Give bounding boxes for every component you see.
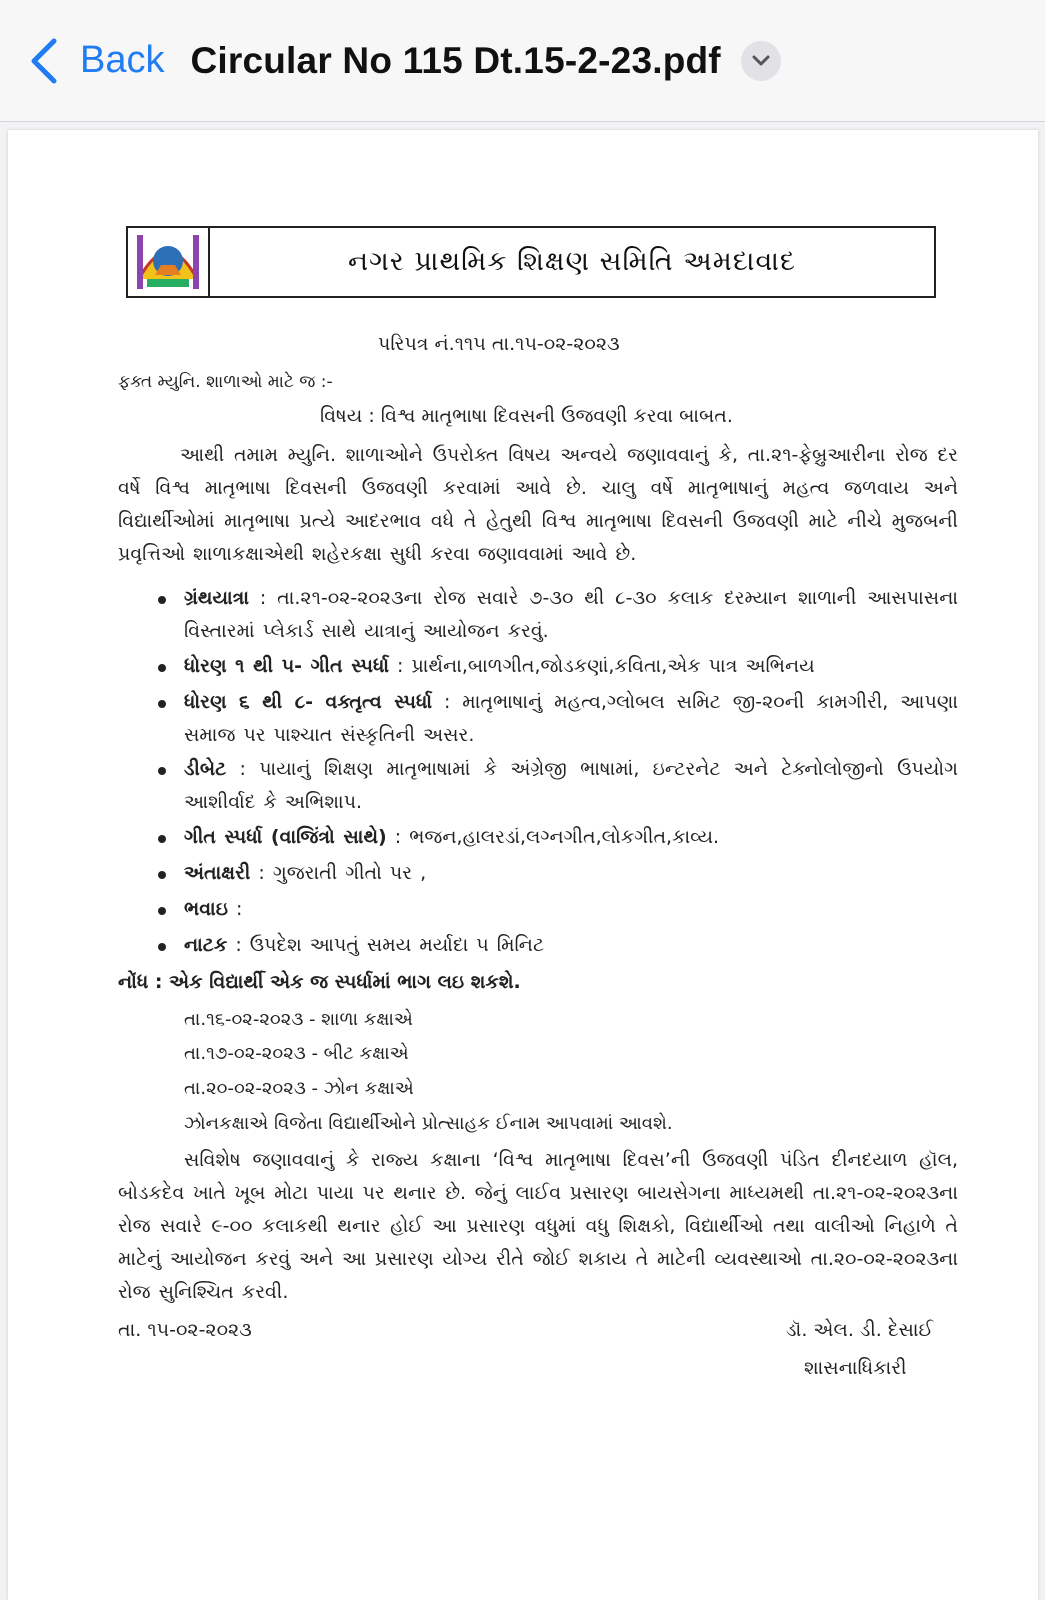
activity-text: : માતૃભાષાનું મહત્વ,ગ્લોબલ સમિટ જી-૨૦ની કામગીરી, આપણા સમાજ પર પાશ્ચાત સંસ્કૃતિની અસર.	[184, 691, 958, 746]
back-button[interactable]	[30, 38, 164, 84]
note-line: નોંધ : એક વિદ્યાર્થી એક જ સ્પર્ધામાં ભાગ લઇ શકશે.	[118, 971, 521, 993]
activity-text: : પ્રાર્થના,બાળગીત,જોડકણાં,કવિતા,એક પાત્ર અભિનય	[389, 655, 815, 677]
signatory-title: શાસનાધિકારી	[804, 1357, 907, 1379]
activity-item	[184, 821, 958, 854]
schedule-item: તા.૧૭-૦૨-૨૦૨૩ - બીટ કક્ષાએ	[184, 1043, 409, 1064]
activity-label: નાટક	[184, 934, 228, 956]
prize-line: ઝોનકક્ષાએ વિજેતા વિદ્યાર્થીઓને પ્રોત્સાહક ઈનામ આપવામાં આવશે.	[184, 1113, 673, 1134]
activity-label: ગીત સ્પર્ધા (વાજિંત્રો સાથે)	[184, 826, 387, 848]
bullet-icon	[158, 664, 166, 672]
activity-text: : ભજન,હાલરડાં,લગ્નગીત,લોકગીત,કાવ્ય.	[386, 826, 720, 848]
chevron-down-icon	[751, 54, 771, 68]
signatory-name: ડૉ. એલ. ડી. દેસાઈ	[786, 1319, 934, 1341]
organization-name: નગર પ્રાથમિક શિક્ષણ સમિતિ અમદાવાદ	[347, 246, 797, 277]
navigation-bar	[0, 0, 1045, 122]
activity-item	[184, 582, 958, 648]
document-title[interactable]: Circular No 115 Dt.15-2-23.pdf	[190, 39, 721, 81]
activity-item	[184, 929, 958, 962]
activity-item	[184, 686, 958, 752]
activity-text: : ઉપદેશ આપતું સમય મર્યાદા ૫ મિનિટ	[227, 934, 545, 956]
chevron-left-icon	[30, 38, 58, 84]
bullet-icon	[158, 943, 166, 951]
activity-text: : તા.૨૧-૦૨-૨૦૨૩ના રોજ સવારે ૭-૩૦ થી ૮-૩૦ કલાક દરમ્યાન શાળાની આસપાસના વિસ્તારમાં પ્લેકાર્ડ સાથે યાત્રાનું આયોજન કરવું.	[184, 587, 958, 642]
activity-label: ડીબેટ	[184, 758, 227, 780]
activity-label: અંતાક્ષરી	[184, 862, 251, 884]
activity-item	[184, 753, 958, 819]
audience-line: ફક્ત મ્યુનિ. શાળાઓ માટે જ :-	[118, 372, 333, 392]
activity-item	[184, 650, 958, 683]
organization-logo-icon	[133, 231, 203, 293]
activity-text: : ગુજરાતી ગીતો પર ,	[250, 862, 427, 884]
bullet-icon	[158, 871, 166, 879]
activity-text: :	[227, 898, 243, 920]
activity-label: ધોરણ ૧ થી ૫- ગીત સ્પર્ધા	[184, 655, 389, 677]
activity-label: ગ્રંથયાત્રા	[184, 587, 249, 609]
schedule-item: તા.૨૦-૦૨-૨૦૨૩ - ઝોન કક્ષાએ	[184, 1078, 414, 1099]
subject-line: વિષય : વિશ્વ માતૃભાષા દિવસની ઉજવણી કરવા બાબત.	[320, 405, 733, 427]
circular-number: પરિપત્ર નં.૧૧૫ તા.૧૫-૦૨-૨૦૨૩	[378, 333, 620, 355]
logo-cell	[128, 228, 210, 296]
intro-paragraph: આથી તમામ મ્યુનિ. શાળાઓને ઉપરોક્ત વિષય અન્વયે જણાવવાનું કે, તા.૨૧-ફેબ્રુઆરીના રોજ દર વર્ષે વિશ્વ માતૃભાષા દિવસની ઉજવણી કરવામાં આવે છે. ચાલુ વર્ષે માતૃભાષાનું મહત્વ જળવાય અને વિદ્યાર્થીઓમાં માતૃભાષા પ્રત્યે આદરભાવ વધે તે હેતુથી વિશ્વ માતૃભાષા દિવસની ઉજવણી માટે નીચે મુજબની પ્રવૃત્તિઓ શાળાકક્ષાએથી શહેરકક્ષા સુધી કરવા જણાવવામાં આવે છે.	[118, 444, 958, 565]
activity-label: ભવાઇ	[184, 898, 228, 920]
schedule-item: તા.૧૬-૦૨-૨૦૨૩ - શાળા કક્ષાએ	[184, 1009, 413, 1030]
bullet-icon	[158, 835, 166, 843]
bullet-icon	[158, 596, 166, 604]
activity-item	[184, 857, 958, 890]
activity-text: : પાયાનું શિક્ષણ માતૃભાષામાં કે અંગ્રેજી ભાષામાં, ઇન્ટરનેટ અને ટેક્નોલોજીનો ઉપયોગ આશીર્વાદ કે અભિશાપ.	[184, 758, 958, 813]
circular-document	[8, 130, 1038, 1600]
issue-date: તા. ૧૫-૦૨-૨૦૨૩	[118, 1319, 252, 1341]
bullet-icon	[158, 907, 166, 915]
bullet-icon	[158, 767, 166, 775]
bullet-icon	[158, 700, 166, 708]
title-menu-button[interactable]	[741, 41, 781, 81]
back-label: Back	[80, 39, 165, 81]
pdf-page[interactable]	[8, 130, 1038, 1600]
letterhead	[126, 226, 936, 298]
activity-label: ધોરણ ૬ થી ૮- વક્તૃત્વ સ્પર્ધા	[184, 691, 433, 713]
activity-item	[184, 893, 958, 926]
closing-paragraph: સવિશેષ જણાવવાનું કે રાજ્ય કક્ષાના ‘વિશ્વ માતૃભાષા દિવસ’ની ઉજવણી પંડિત દીનદયાળ હૉલ, બોડકદેવ ખાતે ખૂબ મોટા પાયા પર થનાર છે. જેનું લાઈવ પ્રસારણ બાયસેગના માધ્યમથી તા.૨૧-૦૨-૨૦૨૩ના રોજ સવારે ૯-૦૦ કલાકથી થનાર હોઈ આ પ્રસારણ વધુમાં વધુ શિક્ષકો, વિદ્યાર્થીઓ તથા વાલીઓ નિહાળે તે માટેનું આયોજન કરવું અને આ પ્રસારણ યોગ્ય રીતે જોઈ શકાય તે માટેની વ્યવસ્થાઓ તા.૨૦-૦૨-૨૦૨૩ના રોજ સુનિશ્ચિત કરવી.	[118, 1149, 958, 1303]
